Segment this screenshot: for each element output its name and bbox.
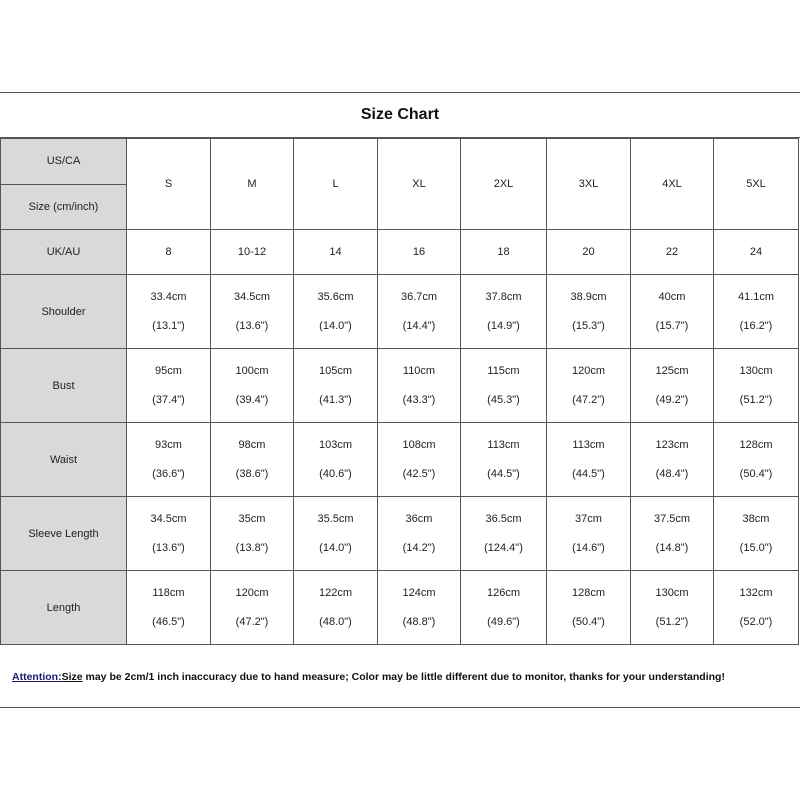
measurement-cell	[211, 571, 294, 645]
measurement-cell	[378, 349, 461, 423]
cm-value: 126cm	[486, 587, 521, 599]
cm-value: 36.7cm	[400, 291, 438, 303]
attention-label: Attention:	[12, 671, 62, 683]
measurement-cell	[714, 497, 799, 571]
uk-au-value: 16	[378, 230, 461, 275]
measurement-row	[1, 571, 799, 645]
size-header-row	[1, 139, 799, 230]
measurement-cell	[378, 275, 461, 349]
measurement-cell	[461, 497, 547, 571]
uk-au-value: 8	[127, 230, 211, 275]
inch-value: (49.6")	[487, 616, 520, 628]
cm-value: 124cm	[402, 587, 436, 599]
size-label: S	[127, 139, 211, 230]
uk-au-label: UK/AU	[1, 230, 127, 275]
measurement-cell	[714, 349, 799, 423]
cm-value: 122cm	[318, 587, 353, 599]
inch-value: (14.6")	[572, 542, 605, 554]
inch-value: (41.3")	[319, 394, 352, 406]
measurement-label: Length	[1, 571, 127, 645]
attention-size-word: Size	[61, 671, 83, 683]
inch-value: (47.2")	[235, 616, 269, 628]
cm-value: 34.5cm	[150, 513, 187, 525]
measurement-cell	[378, 497, 461, 571]
measurement-cell	[127, 571, 211, 645]
cm-value: 120cm	[571, 365, 606, 377]
size-label: 3XL	[547, 139, 631, 230]
measurement-cell	[461, 349, 547, 423]
cm-value: 38cm	[742, 513, 770, 525]
cm-value: 41.1cm	[737, 291, 775, 303]
inch-value: (46.5")	[152, 616, 185, 628]
inch-value: (52.0")	[739, 616, 773, 628]
cm-value: 120cm	[235, 587, 269, 599]
measurement-label: Waist	[1, 423, 127, 497]
measurement-label: Bust	[1, 349, 127, 423]
measurement-cell	[547, 349, 631, 423]
inch-value: (44.5")	[572, 468, 605, 480]
measurement-cell	[294, 571, 378, 645]
cm-value: 118cm	[152, 587, 185, 599]
size-label: XL	[378, 139, 461, 230]
cm-value: 130cm	[739, 365, 773, 377]
measurement-label: Shoulder	[1, 275, 127, 349]
measurement-cell	[547, 571, 631, 645]
cm-value: 128cm	[571, 587, 606, 599]
cm-value: 103cm	[318, 439, 353, 451]
attention-text: may be 2cm/1 inch inaccuracy due to hand measure; Color may be little different due to monitor, thanks for your understanding!	[82, 671, 725, 683]
inch-value: (50.4")	[572, 616, 605, 628]
measurement-cell	[211, 423, 294, 497]
size-label: 5XL	[714, 139, 799, 230]
measurement-cell	[127, 423, 211, 497]
inch-value: (14.0")	[319, 542, 352, 554]
inch-value: (13.1")	[152, 320, 185, 332]
cm-value: 110cm	[402, 365, 436, 377]
cm-value: 123cm	[655, 439, 689, 451]
measurement-cell	[714, 423, 799, 497]
cm-value: 113cm	[572, 439, 605, 451]
measurement-row	[1, 423, 799, 497]
inch-value: (15.0")	[739, 542, 773, 554]
inch-value: (48.4")	[655, 468, 689, 480]
cm-value: 93cm	[155, 439, 182, 451]
inch-value: (48.8")	[402, 616, 436, 628]
attention-note	[12, 671, 800, 683]
measurement-row	[1, 275, 799, 349]
cm-value: 130cm	[655, 587, 689, 599]
cm-value: 37.5cm	[653, 513, 691, 525]
uk-au-value: 10-12	[211, 230, 294, 275]
inch-value: (16.2")	[739, 320, 773, 332]
measurement-cell	[714, 571, 799, 645]
cm-value: 33.4cm	[150, 291, 187, 303]
inch-value: (40.6")	[319, 468, 352, 480]
inch-value: (14.0")	[319, 320, 352, 332]
size-unit-label: Size (cm/inch)	[28, 200, 99, 213]
cm-value: 34.5cm	[233, 291, 271, 303]
cm-value: 125cm	[655, 365, 689, 377]
size-label: 4XL	[631, 139, 714, 230]
cm-value: 128cm	[739, 439, 773, 451]
inch-value: (51.2")	[739, 394, 773, 406]
size-label: 2XL	[461, 139, 547, 230]
cm-value: 35.5cm	[317, 513, 354, 525]
uk-au-value: 24	[714, 230, 799, 275]
inch-value: (13.6")	[235, 320, 269, 332]
measurement-cell	[294, 497, 378, 571]
cm-value: 40cm	[658, 291, 686, 303]
chart-title: Size Chart	[0, 93, 800, 138]
cm-value: 105cm	[318, 365, 353, 377]
measurement-cell	[294, 349, 378, 423]
measurement-cell	[378, 423, 461, 497]
inch-value: (14.2")	[402, 542, 436, 554]
us-ca-label: US/CA	[1, 139, 126, 185]
inch-value: (44.5")	[487, 468, 520, 480]
inch-value: (49.2")	[655, 394, 689, 406]
cm-value: 113cm	[487, 439, 520, 451]
size-system-header	[1, 139, 127, 230]
cm-value: 132cm	[739, 587, 773, 599]
inch-value: (50.4")	[739, 468, 773, 480]
measurement-row	[1, 497, 799, 571]
size-chart	[0, 92, 800, 708]
size-label: M	[211, 139, 294, 230]
inch-value: (43.3")	[402, 394, 436, 406]
cm-value: 37cm	[575, 513, 602, 525]
cm-value: 36cm	[405, 513, 433, 525]
size-label: L	[294, 139, 378, 230]
cm-value: 35cm	[238, 513, 266, 525]
cm-value: 37.8cm	[485, 291, 522, 303]
cm-value: 108cm	[402, 439, 436, 451]
measurement-cell	[631, 275, 714, 349]
measurement-cell	[461, 571, 547, 645]
measurement-cell	[211, 275, 294, 349]
inch-value: (124.4")	[484, 542, 523, 554]
inch-value: (48.0")	[319, 616, 352, 628]
uk-au-value: 18	[461, 230, 547, 275]
measurement-cell	[631, 497, 714, 571]
inch-value: (42.5")	[402, 468, 436, 480]
inch-value: (51.2")	[655, 616, 689, 628]
uk-au-value: 20	[547, 230, 631, 275]
measurement-cell	[127, 497, 211, 571]
cm-value: 95cm	[155, 365, 182, 377]
measurement-cell	[211, 349, 294, 423]
inch-value: (14.8")	[655, 542, 689, 554]
inch-value: (13.8")	[235, 542, 269, 554]
inch-value: (14.4")	[402, 320, 436, 332]
uk-au-row	[1, 230, 799, 275]
measurement-cell	[461, 423, 547, 497]
uk-au-value: 22	[631, 230, 714, 275]
measurement-cell	[547, 423, 631, 497]
measurement-row	[1, 349, 799, 423]
measurement-cell	[631, 349, 714, 423]
measurement-cell	[461, 275, 547, 349]
inch-value: (13.6")	[152, 542, 185, 554]
measurement-cell	[127, 275, 211, 349]
measurement-cell	[294, 275, 378, 349]
inch-value: (45.3")	[487, 394, 520, 406]
measurement-cell	[127, 349, 211, 423]
inch-value: (37.4")	[152, 394, 185, 406]
inch-value: (15.3")	[572, 320, 605, 332]
inch-value: (36.6")	[152, 468, 185, 480]
uk-au-value: 14	[294, 230, 378, 275]
inch-value: (47.2")	[572, 394, 605, 406]
cm-value: 100cm	[235, 365, 269, 377]
measurement-cell	[631, 423, 714, 497]
measurement-cell	[378, 571, 461, 645]
inch-value: (15.7")	[655, 320, 689, 332]
cm-value: 98cm	[238, 439, 266, 451]
measurement-cell	[547, 497, 631, 571]
inch-value: (14.9")	[487, 320, 520, 332]
measurement-cell	[631, 571, 714, 645]
inch-value: (38.6")	[235, 468, 269, 480]
measurement-label: Sleeve Length	[1, 497, 127, 571]
cm-value: 36.5cm	[485, 513, 522, 525]
measurement-cell	[714, 275, 799, 349]
measurement-cell	[294, 423, 378, 497]
cm-value: 115cm	[487, 365, 520, 377]
cm-value: 38.9cm	[570, 291, 607, 303]
inch-value: (39.4")	[235, 394, 269, 406]
measurement-cell	[547, 275, 631, 349]
cm-value: 35.6cm	[317, 291, 354, 303]
size-table	[0, 138, 799, 645]
measurement-cell	[211, 497, 294, 571]
